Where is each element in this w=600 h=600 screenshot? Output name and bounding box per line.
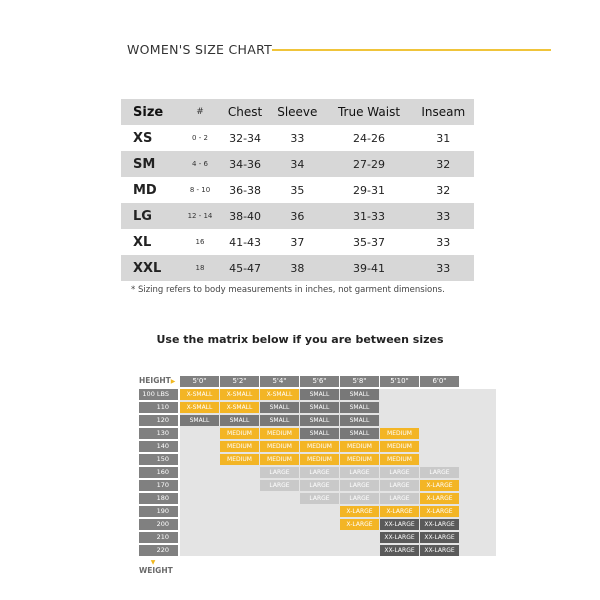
cell-inseam: 31 <box>436 131 451 145</box>
cell-inseam: 33 <box>436 235 451 249</box>
matrix-cell: MEDIUM <box>380 428 419 439</box>
matrix-cell: SMALL <box>340 402 379 413</box>
height-label-text: HEIGHT <box>139 376 171 385</box>
matrix-cell: MEDIUM <box>340 441 379 452</box>
matrix-cell: SMALL <box>180 415 219 426</box>
matrix-cell: LARGE <box>340 493 379 504</box>
cell-sleeve: 35 <box>290 183 305 197</box>
header-size: Size <box>133 104 164 120</box>
weight-header <box>139 532 178 543</box>
weight-header <box>139 506 178 517</box>
matrix-cell: X-SMALL <box>180 389 219 400</box>
matrix-cell: X-LARGE <box>420 480 459 491</box>
matrix-cell: SMALL <box>340 428 379 439</box>
height-axis-label <box>139 376 179 386</box>
matrix-cell: X-LARGE <box>380 506 419 517</box>
header-chest: Chest <box>227 105 263 119</box>
matrix-cell: X-SMALL <box>180 402 219 413</box>
cell-inseam: 32 <box>436 157 451 171</box>
weight-header <box>139 428 178 439</box>
cell-number: 4 - 6 <box>192 160 208 168</box>
height-header: 5'8" <box>340 376 379 387</box>
matrix-cell: SMALL <box>260 402 299 413</box>
matrix-cell: SMALL <box>300 415 339 426</box>
cell-size: SM <box>133 156 156 172</box>
matrix-cell: X-LARGE <box>340 519 379 530</box>
matrix-cell: SMALL <box>220 415 259 426</box>
cell-true-waist: 39-41 <box>353 261 385 275</box>
matrix-cell: SMALL <box>300 428 339 439</box>
matrix-cell: MEDIUM <box>220 441 259 452</box>
height-header: 5'4" <box>260 376 299 387</box>
cell-chest: 34-36 <box>229 157 262 171</box>
header-sleeve: Sleeve <box>277 105 318 119</box>
matrix-cell: MEDIUM <box>340 454 379 465</box>
weight-header <box>139 415 178 426</box>
cell-sleeve: 34 <box>290 157 305 171</box>
weight-value: 130 <box>156 429 169 437</box>
matrix-title: Use the matrix below if you are between sizes <box>156 333 444 346</box>
page-title: WOMEN'S SIZE CHART <box>127 42 273 57</box>
title-rule <box>272 49 551 51</box>
height-header: 6'0" <box>420 376 459 387</box>
cell-true-waist: 35-37 <box>353 235 385 249</box>
arrow-down-icon: ▼ <box>150 559 156 566</box>
matrix-cell: X-LARGE <box>420 506 459 517</box>
cell-number: 16 <box>195 238 205 246</box>
weight-value: 150 <box>156 455 169 463</box>
matrix-cell: XX-LARGE <box>420 519 459 530</box>
weight-header <box>139 519 178 530</box>
weight-value: 170 <box>156 481 169 489</box>
matrix-cell: MEDIUM <box>260 441 299 452</box>
weight-header <box>139 389 178 400</box>
cell-sleeve: 37 <box>290 235 305 249</box>
header-true-waist: True Waist <box>337 105 401 119</box>
weight-header <box>139 545 178 556</box>
matrix-cell: LARGE <box>260 480 299 491</box>
weight-value: 100 LBS <box>142 390 169 398</box>
weight-value: 220 <box>156 546 169 554</box>
header-number: # <box>196 107 204 117</box>
cell-number: 8 - 10 <box>189 186 211 194</box>
cell-size: LG <box>133 208 152 224</box>
table-row <box>121 151 474 177</box>
cell-inseam: 33 <box>436 261 451 275</box>
height-header: 5'0" <box>180 376 219 387</box>
cell-size: XL <box>133 234 152 250</box>
cell-number: 12 - 14 <box>187 212 213 220</box>
matrix-cell: LARGE <box>380 480 419 491</box>
weight-header <box>139 493 178 504</box>
height-header: 5'2" <box>220 376 259 387</box>
table-row <box>121 125 474 151</box>
matrix-cell: X-SMALL <box>220 389 259 400</box>
matrix-cell: SMALL <box>300 389 339 400</box>
weight-axis-label <box>139 560 179 576</box>
weight-header <box>139 402 178 413</box>
matrix-cell: LARGE <box>300 493 339 504</box>
cell-number: 0 - 2 <box>192 134 208 142</box>
matrix-cell: XX-LARGE <box>420 545 459 556</box>
cell-sleeve: 36 <box>290 209 305 223</box>
matrix-cell: LARGE <box>260 467 299 478</box>
weight-value: 120 <box>156 416 169 424</box>
matrix-cell: MEDIUM <box>300 454 339 465</box>
cell-chest: 41-43 <box>229 235 262 249</box>
matrix-cell: SMALL <box>260 415 299 426</box>
cell-chest: 45-47 <box>229 261 262 275</box>
matrix-cell: X-SMALL <box>260 389 299 400</box>
table-row <box>121 229 474 255</box>
weight-header <box>139 467 178 478</box>
cell-number: 18 <box>195 264 205 272</box>
weight-value: 140 <box>156 442 169 450</box>
size-table-header-row <box>121 99 474 125</box>
cell-chest: 38-40 <box>229 209 262 223</box>
matrix-cell: XX-LARGE <box>380 519 419 530</box>
table-row <box>121 177 474 203</box>
weight-header <box>139 454 178 465</box>
matrix-cell: LARGE <box>340 467 379 478</box>
matrix-cell: LARGE <box>420 467 459 478</box>
cell-true-waist: 29-31 <box>353 183 385 197</box>
cell-inseam: 32 <box>436 183 451 197</box>
footnote: * Sizing refers to body measurements in inches, not garment dimensions. <box>131 285 445 295</box>
weight-value: 160 <box>156 468 169 476</box>
matrix-cell: MEDIUM <box>380 441 419 452</box>
matrix-cell: XX-LARGE <box>380 545 419 556</box>
weight-header <box>139 441 178 452</box>
matrix-cell: X-LARGE <box>340 506 379 517</box>
table-row <box>121 203 474 229</box>
matrix-cell: X-LARGE <box>420 493 459 504</box>
table-row <box>121 255 474 281</box>
weight-value: 180 <box>156 494 169 502</box>
matrix-cell: X-SMALL <box>220 402 259 413</box>
arrow-right-icon: ▶ <box>170 378 176 385</box>
weight-value: 110 <box>156 403 169 411</box>
weight-label-text: WEIGHT <box>139 566 173 575</box>
weight-value: 210 <box>156 533 169 541</box>
height-header: 5'6" <box>300 376 339 387</box>
matrix-cell: MEDIUM <box>380 454 419 465</box>
matrix-cell: LARGE <box>300 467 339 478</box>
matrix-cell: LARGE <box>380 467 419 478</box>
matrix-cell: MEDIUM <box>300 441 339 452</box>
cell-true-waist: 27-29 <box>353 157 385 171</box>
header-inseam: Inseam <box>421 105 466 119</box>
cell-chest: 36-38 <box>229 183 262 197</box>
cell-true-waist: 31-33 <box>353 209 385 223</box>
cell-size: XS <box>133 130 153 146</box>
matrix-cell: MEDIUM <box>220 454 259 465</box>
cell-sleeve: 38 <box>290 261 305 275</box>
cell-inseam: 33 <box>436 209 451 223</box>
weight-value: 200 <box>156 520 169 528</box>
page-header <box>127 40 551 60</box>
height-header: 5'10" <box>380 376 419 387</box>
matrix-cell: SMALL <box>300 402 339 413</box>
cell-sleeve: 33 <box>290 131 305 145</box>
size-table <box>121 99 474 281</box>
matrix-cell: MEDIUM <box>260 428 299 439</box>
matrix-cell: XX-LARGE <box>420 532 459 543</box>
cell-size: XXL <box>133 260 162 276</box>
matrix-cell: LARGE <box>300 480 339 491</box>
cell-true-waist: 24-26 <box>353 131 385 145</box>
matrix-cell: MEDIUM <box>220 428 259 439</box>
matrix-cell: LARGE <box>380 493 419 504</box>
weight-header <box>139 480 178 491</box>
matrix-cell: MEDIUM <box>260 454 299 465</box>
matrix-cell: SMALL <box>340 415 379 426</box>
matrix-cell: LARGE <box>340 480 379 491</box>
matrix-cell: XX-LARGE <box>380 532 419 543</box>
cell-chest: 32-34 <box>229 131 262 145</box>
weight-value: 190 <box>156 507 169 515</box>
matrix-cell: SMALL <box>340 389 379 400</box>
cell-size: MD <box>133 182 157 198</box>
